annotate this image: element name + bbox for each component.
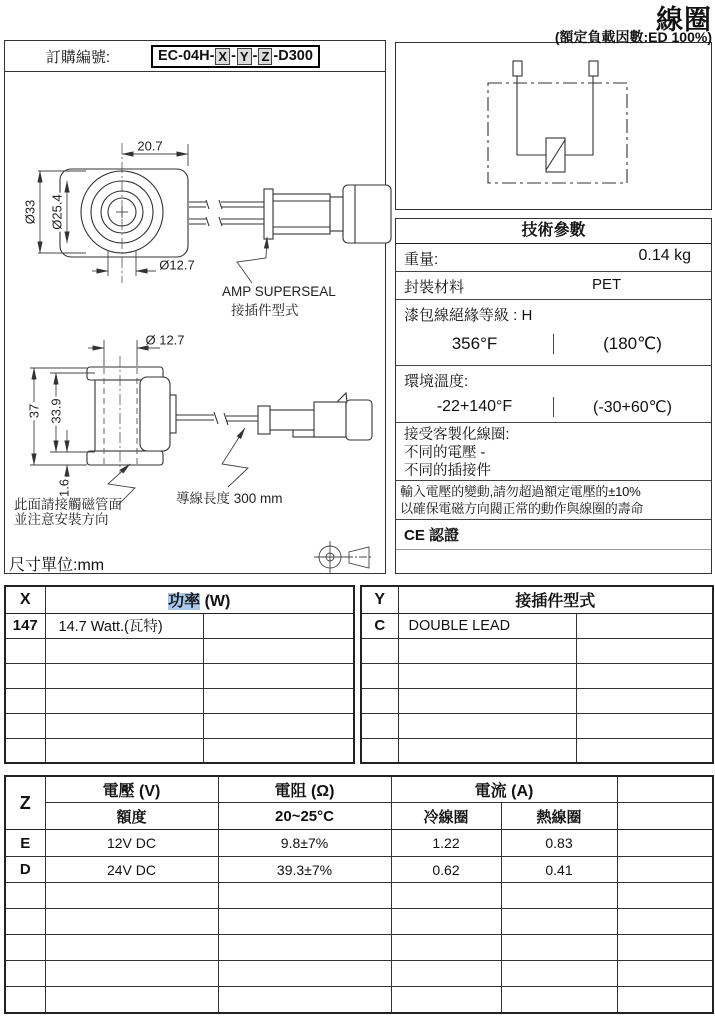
part-separator: - [231, 48, 236, 64]
connector-header: 接插件型式 [398, 586, 713, 613]
table-row [5, 688, 354, 713]
empty-cell [203, 613, 354, 638]
voltage-code: E [5, 830, 45, 857]
empty-cell [203, 713, 354, 738]
ambient-label: 環境溫度: [404, 373, 469, 390]
mounting-note-line-1: 此面請接觸磁管面 [14, 497, 122, 512]
page-title: 線圈 [656, 5, 712, 35]
part-suffix: -D300 [273, 48, 313, 64]
electrical-spec-table [4, 775, 714, 1014]
voltage-value: 24V DC [45, 857, 218, 883]
empty-cell [45, 688, 203, 713]
insulation-fahrenheit: 356°F [451, 334, 498, 353]
custom-coil-note [396, 423, 711, 481]
ambient-values [396, 391, 711, 423]
ambient-row [396, 366, 711, 423]
connector-code-table [360, 585, 714, 764]
ce-certification: CE 認證 [396, 520, 711, 550]
empty-cell [398, 713, 576, 738]
table-row [5, 883, 713, 909]
empty-cell [576, 663, 713, 688]
voltage-note-line-1: 輸入電壓的變動,請勿超過額定電壓的±10% [400, 484, 641, 499]
resistance-value: 9.8±7% [218, 830, 391, 857]
empty-cell [218, 961, 391, 987]
material-row [396, 272, 711, 300]
empty-cell [5, 663, 45, 688]
empty-cell [361, 663, 398, 688]
empty-cell [398, 738, 576, 763]
table-row [5, 638, 354, 663]
units-note: 尺寸單位:mm [9, 557, 105, 574]
weight-row [396, 244, 711, 272]
voltage-note-line-2: 以確保電磁方向閥正常的動作與線圈的壽命 [400, 501, 644, 516]
resistance-value: 39.3±7% [218, 857, 391, 883]
resistance-header: 電阻 (Ω) [218, 776, 391, 803]
insulation-label: 漆包線絕緣等級 : H [404, 307, 533, 324]
connector-type-label-en: AMP SUPERSEAL [222, 284, 336, 299]
empty-cell [5, 688, 45, 713]
empty-cell [5, 987, 45, 1013]
power-header [45, 586, 354, 613]
empty-cell [203, 638, 354, 663]
page-subtitle: (額定負載因數:ED 100%) [554, 29, 712, 45]
empty-cell [576, 638, 713, 663]
empty-cell [576, 738, 713, 763]
dim-core-diameter: Ø 12.7 [145, 332, 185, 348]
empty-cell [45, 883, 218, 909]
material-label: 封裝材料 [404, 279, 465, 296]
empty-cell [617, 987, 713, 1013]
empty-cell [218, 909, 391, 935]
empty-cell [45, 713, 203, 738]
empty-cell [576, 613, 713, 638]
connector-type-label-zh: 接插件型式 [231, 303, 299, 318]
empty-cell [501, 961, 617, 987]
power-code-table [4, 585, 355, 764]
table-row [5, 738, 354, 763]
part-prefix: EC-04H- [158, 48, 215, 64]
empty-cell [203, 688, 354, 713]
empty-cell [391, 883, 501, 909]
empty-cell [5, 638, 45, 663]
empty-cell [5, 935, 45, 961]
empty-cell [617, 909, 713, 935]
rated-subheader: 額度 [45, 803, 218, 830]
empty-cell [5, 961, 45, 987]
empty-cell [617, 883, 713, 909]
empty-cell [501, 987, 617, 1013]
empty-cell [501, 909, 617, 935]
empty-cell [391, 909, 501, 935]
dim-body-height: 33.9 [48, 398, 64, 424]
hot-current-value: 0.41 [501, 857, 617, 883]
dim-total-height: 37 [26, 403, 42, 419]
dim-inner-diameter: Ø12.7 [159, 257, 195, 273]
part-code-y: Y [237, 48, 252, 65]
table-row [361, 713, 713, 738]
table-row [361, 688, 713, 713]
empty-cell [361, 713, 398, 738]
empty-cell [391, 935, 501, 961]
wire-length-label: 導線長度 300 mm [176, 491, 283, 506]
table-row [361, 738, 713, 763]
table-row [5, 987, 713, 1013]
empty-cell [576, 688, 713, 713]
weight-value: 0.14 kg [638, 247, 691, 264]
cold-current-value: 0.62 [391, 857, 501, 883]
custom-line-3: 不同的插接件 [404, 463, 491, 479]
part-code-z: Z [258, 48, 272, 65]
empty-cell [398, 663, 576, 688]
tech-params-title: 技術參數 [396, 219, 711, 244]
insulation-celsius: (180℃) [553, 334, 711, 354]
voltage-tolerance-note [396, 481, 711, 520]
custom-line-1: 接受客製化線圈: [404, 427, 510, 443]
empty-cell [617, 803, 713, 830]
voltage-value: 12V DC [45, 830, 218, 857]
empty-cell [617, 961, 713, 987]
cold-coil-subheader: 冷線圈 [391, 803, 501, 830]
connector-value: DOUBLE LEAD [398, 613, 576, 638]
table-row [5, 830, 713, 857]
dim-mid-diameter: Ø25.4 [49, 194, 65, 230]
table-row [5, 663, 354, 688]
table-row [5, 909, 713, 935]
empty-cell [361, 688, 398, 713]
empty-cell [617, 830, 713, 857]
empty-cell [5, 738, 45, 763]
temp-subheader: 20~25°C [218, 803, 391, 830]
dim-lip: 1.6 [56, 478, 72, 498]
table-row [5, 613, 354, 638]
empty-cell [398, 638, 576, 663]
empty-cell [218, 987, 391, 1013]
current-header: 電流 (A) [391, 776, 617, 803]
table-row [361, 613, 713, 638]
empty-cell [45, 935, 218, 961]
table-row [361, 663, 713, 688]
empty-cell [45, 961, 218, 987]
order-number-row [5, 41, 385, 72]
part-number-box [151, 45, 320, 68]
empty-cell [45, 909, 218, 935]
power-header-unit: (W) [200, 593, 231, 611]
power-code: 147 [5, 613, 45, 638]
ambient-fahrenheit: -22+140°F [436, 398, 513, 415]
material-value: PET [592, 276, 622, 293]
insulation-row [396, 300, 711, 366]
empty-cell [218, 935, 391, 961]
mounting-note-line-2: 並注意安裝方向 [14, 512, 109, 527]
power-value: 14.7 Watt.(瓦特) [45, 613, 203, 638]
empty-cell [203, 663, 354, 688]
power-header-highlight: 功率 [168, 593, 201, 611]
empty-cell [5, 883, 45, 909]
empty-cell [45, 987, 218, 1013]
empty-cell [361, 738, 398, 763]
connector-code: C [361, 613, 398, 638]
voltage-header: 電壓 (V) [45, 776, 218, 803]
table-row [5, 935, 713, 961]
x-code-header: X [5, 586, 45, 613]
empty-cell [501, 883, 617, 909]
table-row [5, 713, 354, 738]
hot-coil-subheader: 熱線圈 [501, 803, 617, 830]
insulation-values [396, 325, 711, 363]
hot-current-value: 0.83 [501, 830, 617, 857]
empty-cell [501, 935, 617, 961]
part-code-x: X [215, 48, 230, 65]
cold-current-value: 1.22 [391, 830, 501, 857]
empty-cell [218, 883, 391, 909]
empty-cell [617, 776, 713, 803]
empty-cell [45, 663, 203, 688]
dim-outer-diameter: Ø33 [22, 199, 38, 225]
table-row [5, 961, 713, 987]
table-row [361, 638, 713, 663]
dim-20-7: 20.7 [137, 138, 163, 154]
empty-cell [398, 688, 576, 713]
circuit-schematic-panel [395, 42, 712, 210]
empty-cell [203, 738, 354, 763]
empty-cell [45, 738, 203, 763]
empty-cell [391, 987, 501, 1013]
part-separator: - [252, 48, 258, 64]
z-code-header: Z [5, 776, 45, 830]
empty-cell [5, 909, 45, 935]
table-row [5, 857, 713, 883]
weight-label: 重量: [404, 251, 439, 268]
tech-params-panel [395, 218, 712, 574]
empty-cell [617, 935, 713, 961]
custom-line-2: 不同的電壓 - [404, 445, 486, 461]
voltage-code: D [5, 857, 45, 883]
empty-cell [391, 961, 501, 987]
empty-cell [361, 638, 398, 663]
empty-cell [45, 638, 203, 663]
empty-cell [617, 857, 713, 883]
y-code-header: Y [361, 586, 398, 613]
empty-cell [576, 713, 713, 738]
ambient-celsius: (-30+60℃) [553, 397, 711, 417]
empty-cell [5, 713, 45, 738]
order-number-label: 訂購編號: [45, 48, 111, 66]
